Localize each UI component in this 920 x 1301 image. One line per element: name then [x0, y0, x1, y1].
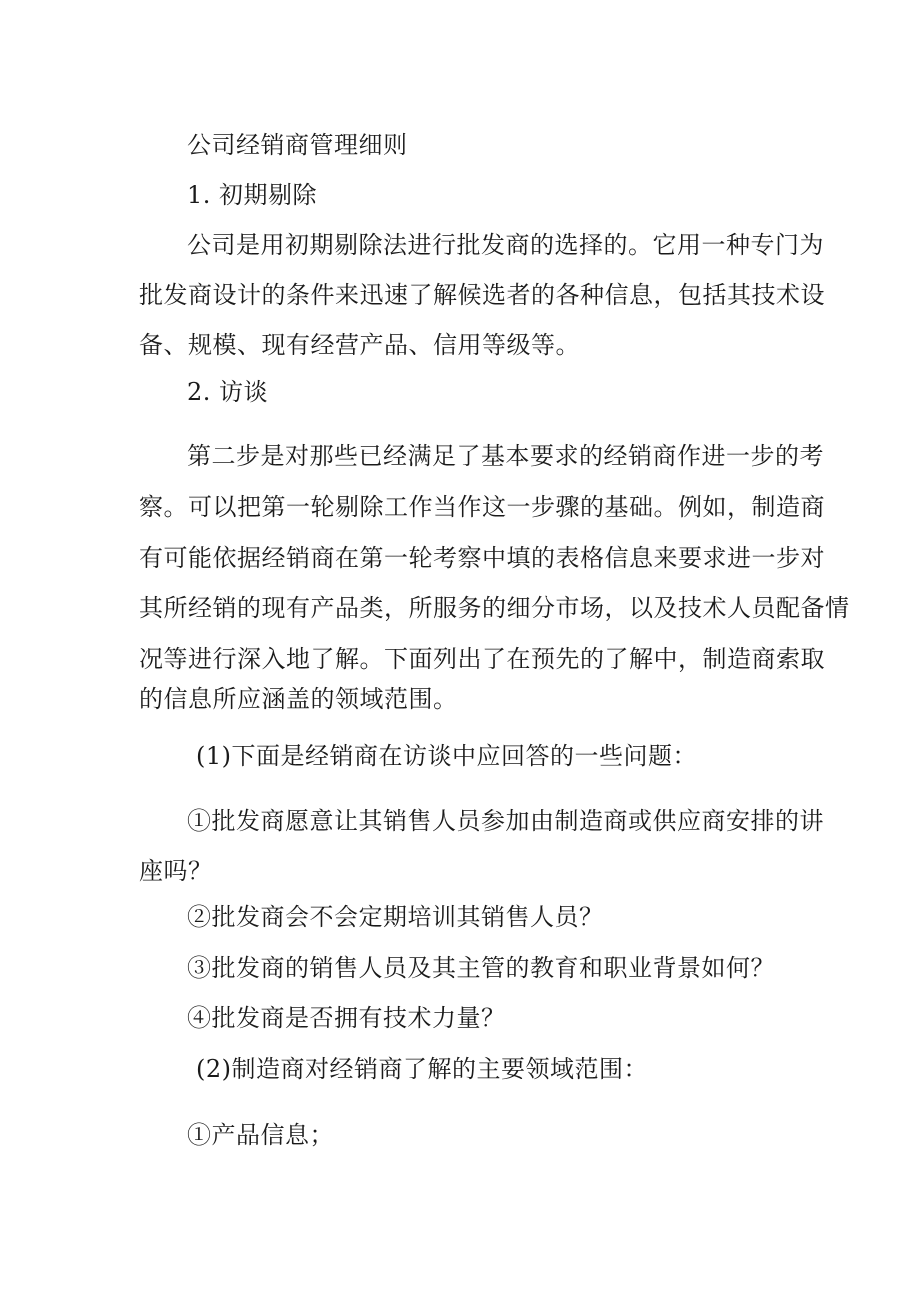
section-2-paragraph-line: 第二步是对那些已经满足了基本要求的经销商作进一步的考: [187, 442, 824, 470]
question-item: 座吗？: [139, 857, 213, 885]
document-title: 公司经销商管理细则: [187, 131, 408, 159]
area-item: ①产品信息；: [187, 1121, 334, 1149]
question-item: ③批发商的销售人员及其主管的教育和职业背景如何？: [187, 954, 775, 982]
section-2-paragraph-line: 察。可以把第一轮剔除工作当作这一步骤的基础。例如，制造商: [139, 493, 825, 521]
section-2-paragraph-line: 况等进行深入地了解。下面列出了在预先的了解中，制造商索取: [139, 645, 825, 673]
section-2-paragraph-line: 的信息所应涵盖的领域范围。: [139, 685, 458, 713]
section-1-paragraph-line: 备、规模、现有经营产品、信用等级等。: [139, 331, 580, 359]
section-2-paragraph-line: 有可能依据经销商在第一轮考察中填的表格信息来要求进一步对: [139, 544, 825, 572]
section-1-heading: 1. 初期剔除: [187, 181, 318, 209]
subsection-1-heading: (1)下面是经销商在访谈中应回答的一些问题：: [196, 742, 697, 770]
subsection-2-heading: (2)制造商对经销商了解的主要领域范围：: [196, 1055, 648, 1083]
section-1-paragraph-line: 批发商设计的条件来迅速了解候选者的各种信息，包括其技术设: [139, 281, 825, 309]
section-2-heading: 2. 访谈: [187, 378, 269, 406]
question-item: ①批发商愿意让其销售人员参加由制造商或供应商安排的讲: [187, 807, 824, 835]
section-2-paragraph-line: 其所经销的现有产品类，所服务的细分市场，以及技术人员配备情: [139, 594, 850, 622]
question-item: ④批发商是否拥有技术力量？: [187, 1004, 506, 1032]
question-item: ②批发商会不会定期培训其销售人员？: [187, 903, 604, 931]
section-1-paragraph-line: 公司是用初期剔除法进行批发商的选择的。它用一种专门为: [187, 231, 824, 259]
